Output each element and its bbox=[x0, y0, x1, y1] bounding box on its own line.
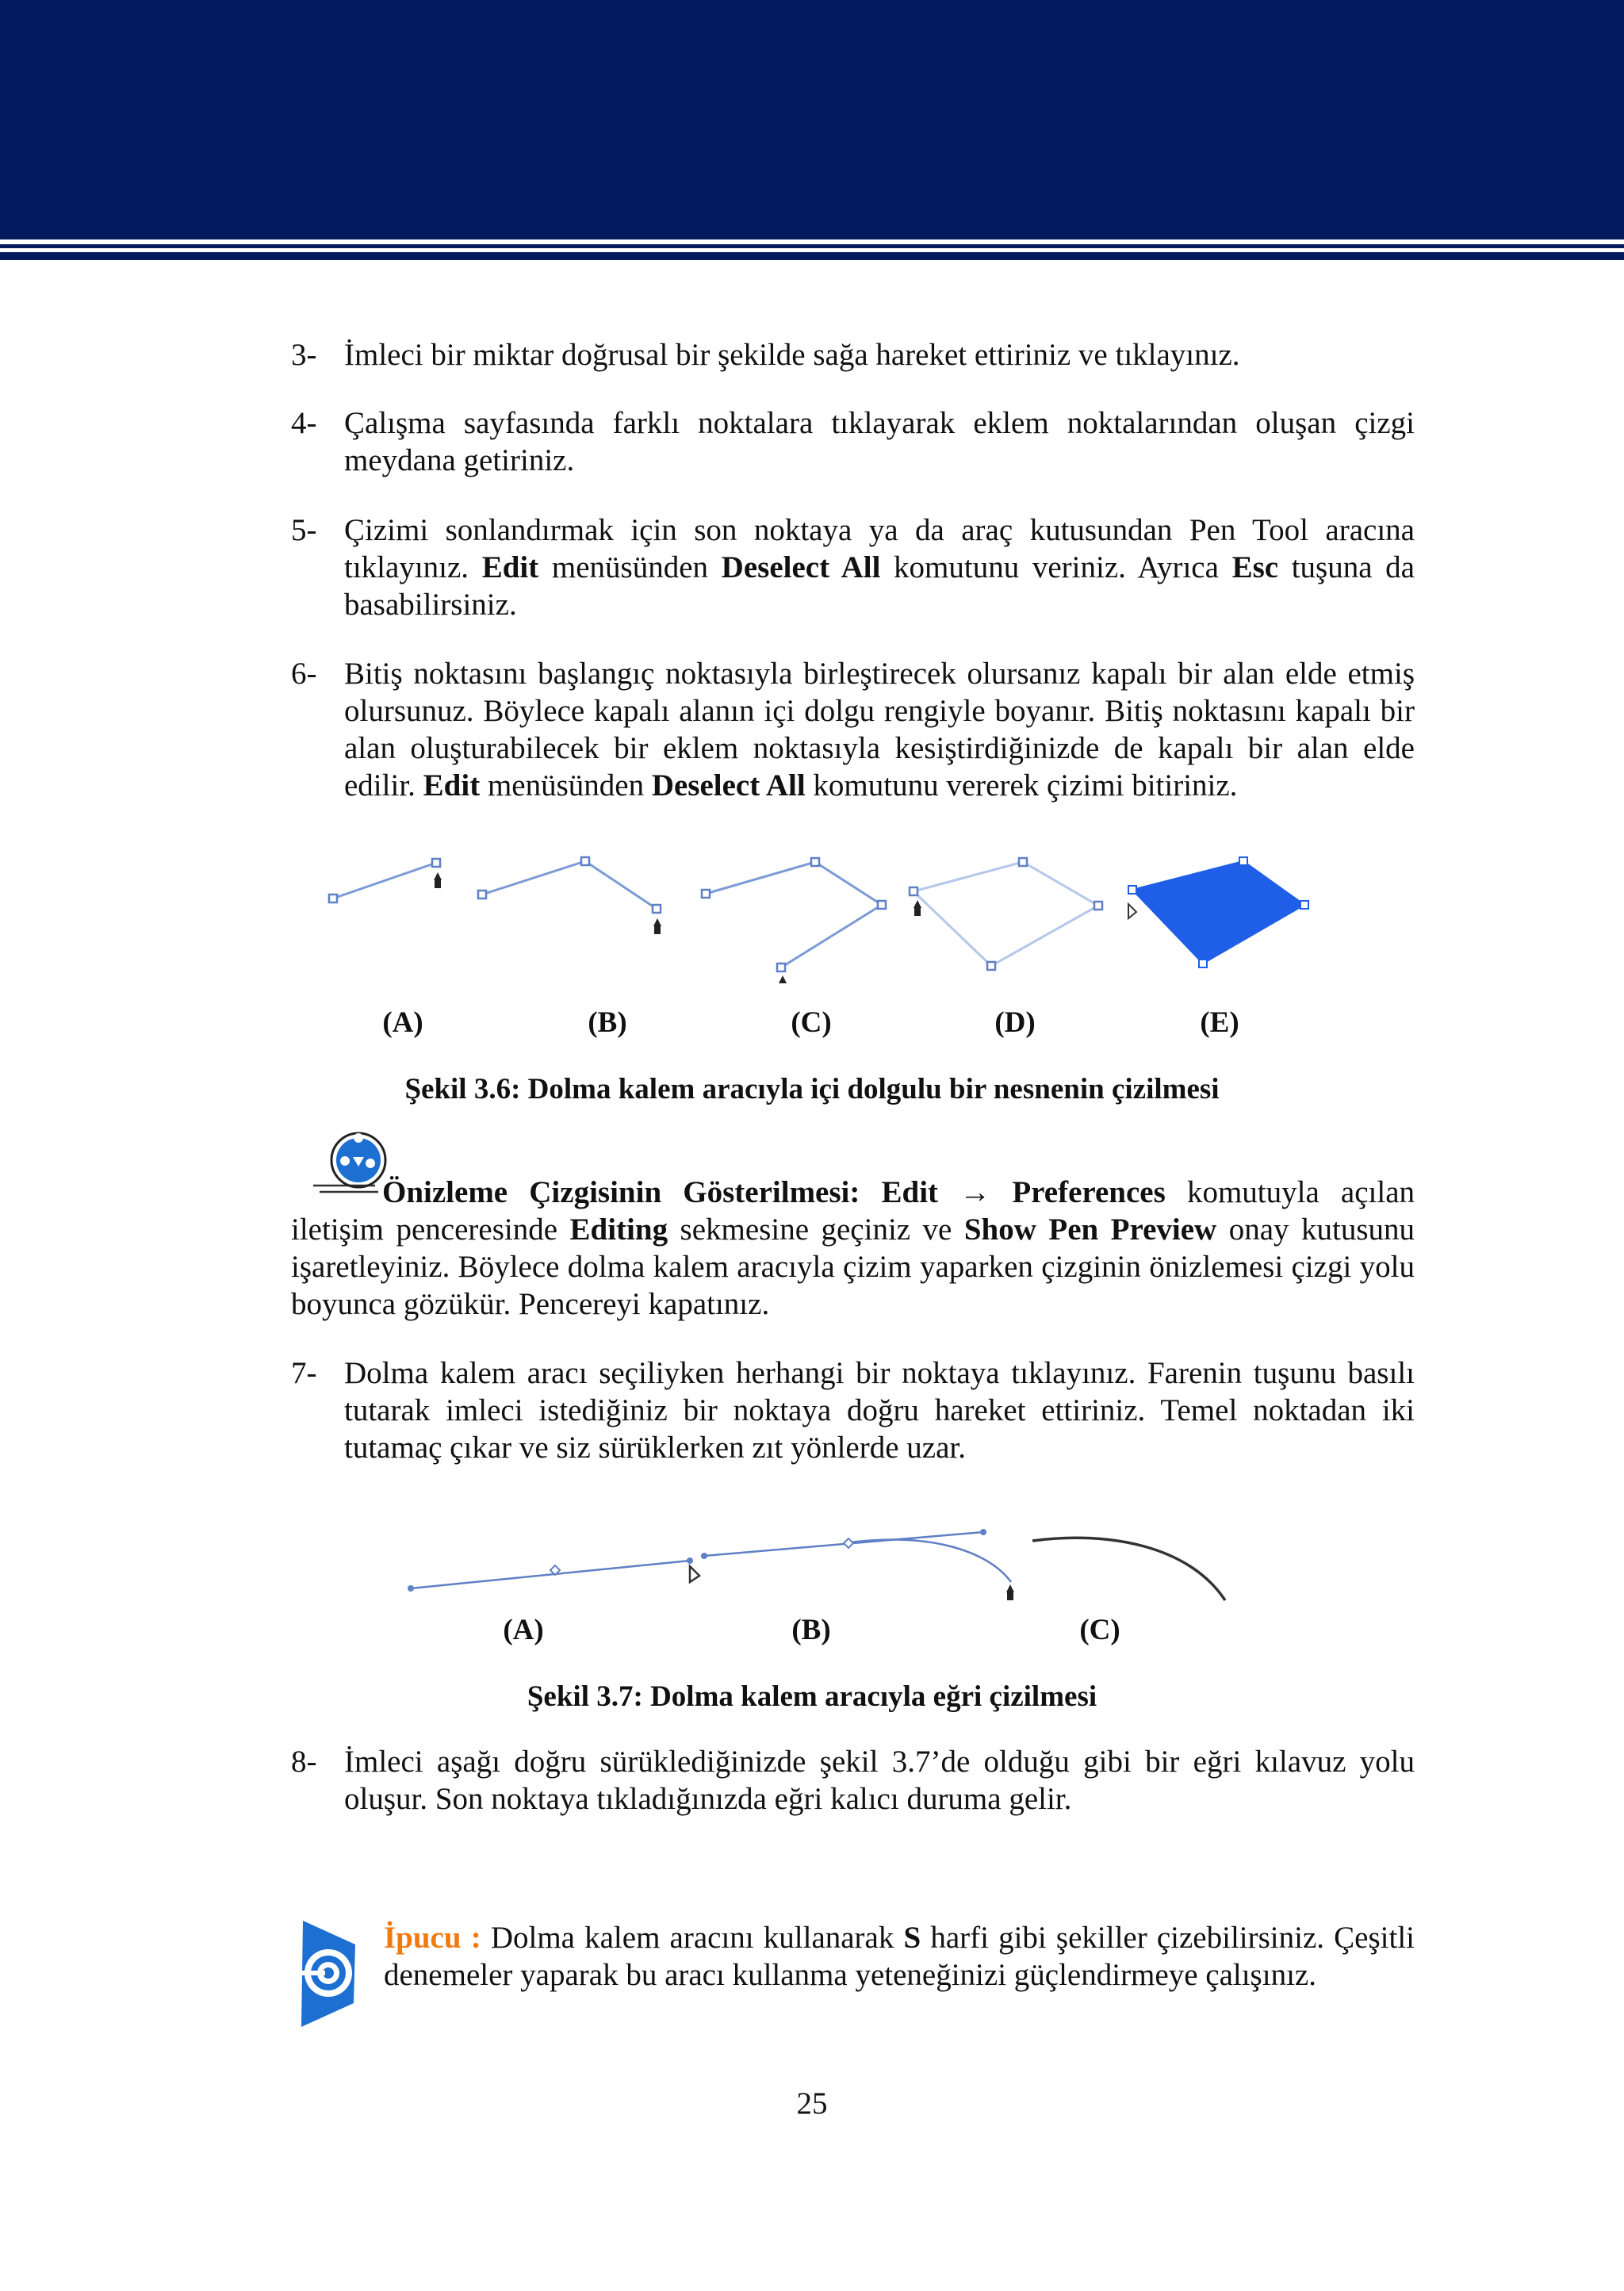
figure-label: (C) bbox=[791, 1006, 832, 1039]
step-number: 5- bbox=[291, 513, 317, 547]
step-4-text: Çalışma sayfasında farklı noktalara tıklayarak eklem noktalarından oluşan çizgi meydana getiriniz. bbox=[344, 406, 1415, 477]
step-5-text: Çizimi sonlandırmak için son noktaya ya da araç kutusundan Pen Tool aracına tıklayınız. Edit menüsünden Deselect All komutunu veriniz. Ayrıca Esc tuşuna da basabilirsiniz. bbox=[344, 513, 1415, 622]
figure-label: (B) bbox=[588, 1006, 627, 1039]
figure-label: (D) bbox=[994, 1006, 1036, 1039]
tip-paragraph: İpucu : Dolma kalem aracını kullanarak S harfi gibi şekiller çizebilirsiniz. Çeşitli denemeler yaparak bu aracı kullanma yeteneğinizi güçlendirmeye çalışınız. bbox=[384, 1921, 1415, 1992]
step-number: 8- bbox=[291, 1745, 317, 1779]
step-number: 7- bbox=[291, 1356, 317, 1390]
step-8-text: İmleci aşağı doğru sürüklediğinizde şekil 3.7’de olduğu gibi bir eğri kılavuz yolu oluşur. Son noktaya tıkladığınızda eğri kalıcı duruma gelir. bbox=[344, 1745, 1415, 1816]
figure-label: (E) bbox=[1200, 1006, 1239, 1039]
figure-label: (C) bbox=[1079, 1614, 1120, 1646]
step-7-text: Dolma kalem aracı seçiliyken herhangi bir noktaya tıklayınız. Farenin tuşunu basılı tutarak imleci istediğiniz bir noktaya doğru hareket ettiriniz. Temel noktadan iki tutamaç çıkar ve siz sürüklerken zıt yönlerde uzar. bbox=[344, 1356, 1415, 1465]
step-number: 6- bbox=[291, 657, 317, 691]
tip-label: İpucu : bbox=[384, 1921, 481, 1955]
target-tip-icon bbox=[255, 1917, 366, 2029]
header-rule bbox=[0, 244, 1624, 248]
step-6-text: Bitiş noktasını başlangıç noktasıyla birleştirecek olursanız kapalı bir alan elde etmiş olursunuz. Böylece kapalı alanın içi dolgu rengiyle boyanır. Bitiş noktasını kapalı bir alan oluşturabilecek bir eklem noktasıyla kesiştirdiğinizde de kapalı bir alan elde edilir. Edit menüsünden Deselect All komutunu vererek çizimi bitiriniz. bbox=[344, 657, 1415, 803]
figure-label: (A) bbox=[503, 1614, 544, 1646]
figure-label: (A) bbox=[382, 1006, 423, 1039]
header-rule-thick bbox=[0, 252, 1624, 260]
figure-3-6-drawing bbox=[0, 841, 1624, 983]
step-number: 4- bbox=[291, 406, 317, 440]
note-paragraph: Önizleme Çizgisinin Gösterilmesi: Edit → Preferences komutuyla açılan iletişim penceresinde Editing sekmesine geçiniz ve Show Pen Preview onay kutusunu işaretleyiniz. Böylece dolma kalem aracıyla çizim yaparken çizginin önizlemesi çizgi yolu boyunca gözükür. Pencereyi kapatınız. bbox=[291, 1175, 1415, 1321]
figure-3-6-caption: Şekil 3.6: Dolma kalem aracıyla içi dolgulu bir nesnenin çizilmesi bbox=[404, 1073, 1220, 1105]
step-number: 3- bbox=[291, 338, 317, 372]
step-3-text: İmleci bir miktar doğrusal bir şekilde sağa hareket ettiriniz ve tıklayınız. bbox=[344, 338, 1240, 372]
figure-3-7-caption: Şekil 3.7: Dolma kalem aracıyla eğri çizilmesi bbox=[527, 1680, 1097, 1713]
figure-3-7-drawing bbox=[0, 1507, 1624, 1618]
figure-label: (B) bbox=[791, 1614, 831, 1646]
header-band bbox=[0, 0, 1624, 239]
page-number: 25 bbox=[796, 2086, 828, 2121]
